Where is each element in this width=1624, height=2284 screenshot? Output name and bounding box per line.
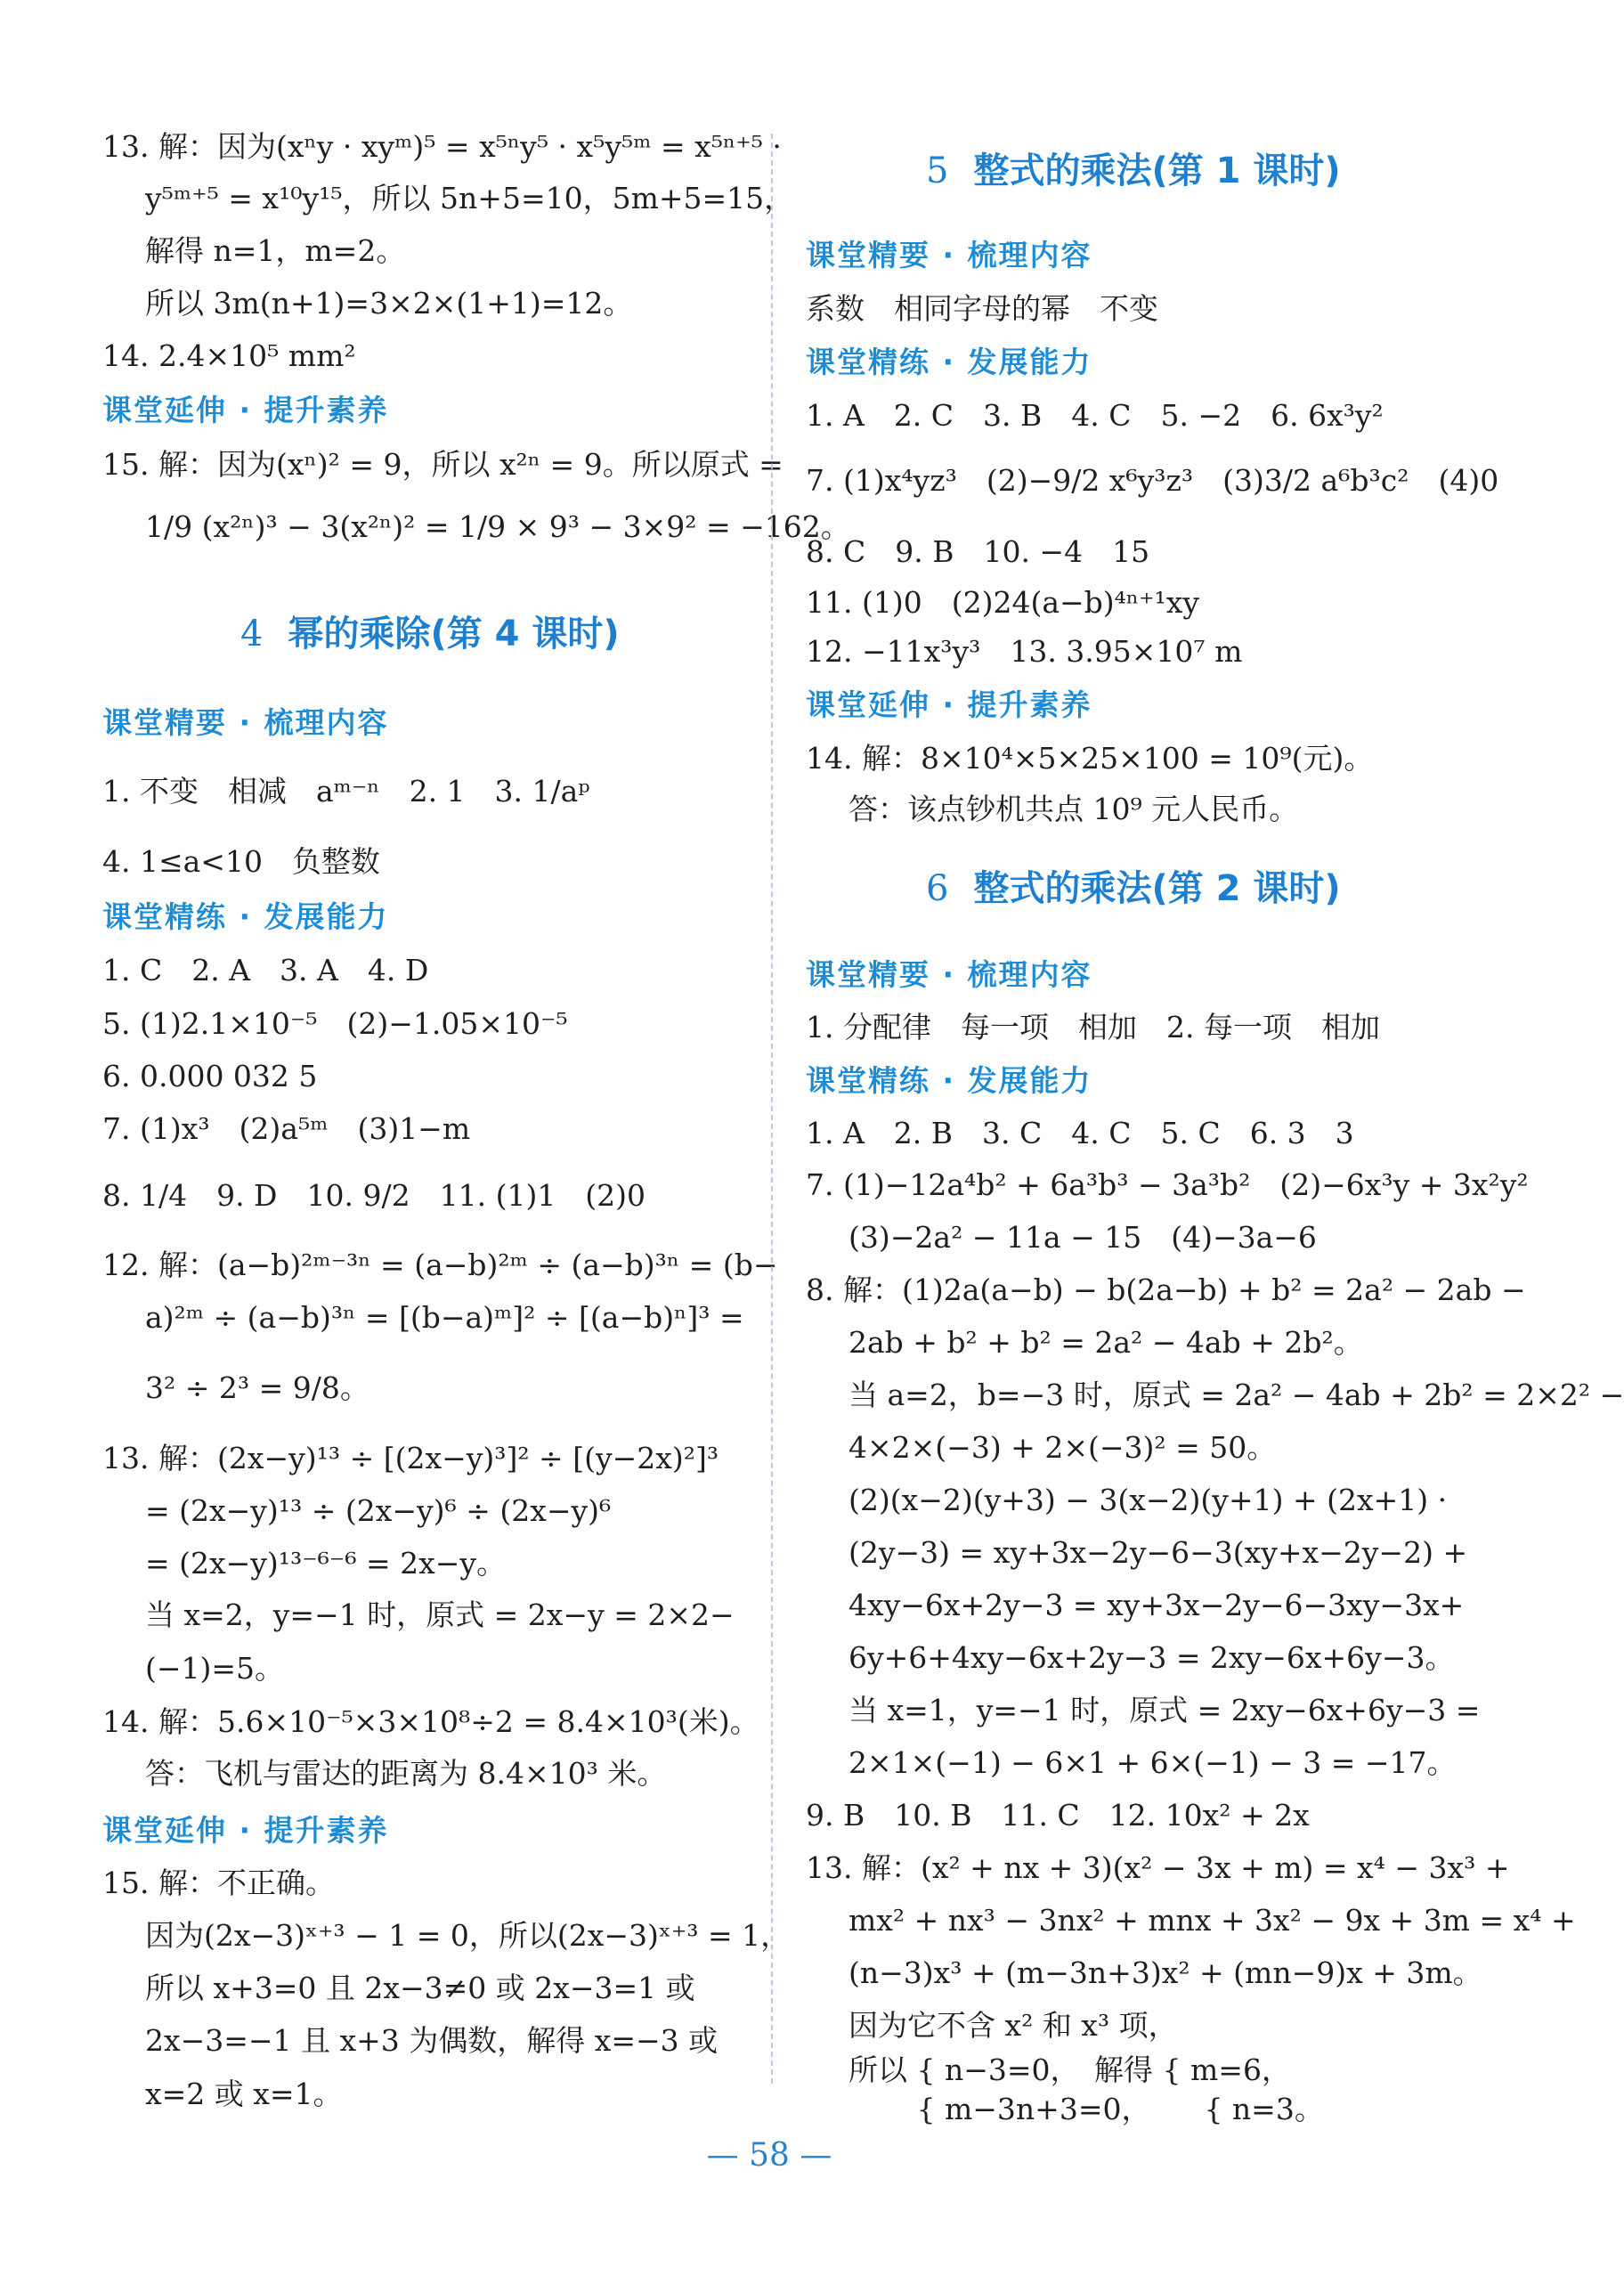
section-title-6: 6 整式的乘法(第 2 课时) <box>926 868 1341 909</box>
section-heading-review: 课堂精要 · 梳理内容 <box>806 957 1092 992</box>
text-line: 所以 3m(n+1)=3×2×(1+1)=12。 <box>145 286 633 321</box>
text-line: (−1)=5。 <box>145 1651 285 1686</box>
text-line: 答：该点钞机共点 10⁹ 元人民币。 <box>849 792 1299 826</box>
text-line: 1. 不变 相减 aᵐ⁻ⁿ 2. 1 3. 1/aᵖ <box>102 774 590 809</box>
text-line: 11. (1)0 (2)24(a−b)⁴ⁿ⁺¹xy <box>806 585 1200 620</box>
text-line: 1. A 2. C 3. B 4. C 5. −2 6. 6x³y² <box>806 398 1384 433</box>
text-line: 因为(2x−3)ˣ⁺³ − 1 = 0，所以(2x−3)ˣ⁺³ = 1， <box>145 1918 791 1953</box>
section-heading-practice: 课堂精练 · 发展能力 <box>102 899 389 934</box>
column-divider <box>771 134 773 2084</box>
text-line: { m−3n+3=0， { n=3。 <box>849 2092 1324 2126</box>
text-line: 14. 2.4×10⁵ mm² <box>102 338 356 373</box>
text-line: 8. 1/4 9. D 10. 9/2 11. (1)1 (2)0 <box>102 1178 646 1213</box>
text-line: 4×2×(−3) + 2×(−3)² = 50。 <box>849 1430 1277 1465</box>
text-line: 当 a=2，b=−3 时，原式 = 2a² − 4ab + 2b² = 2×2² − <box>849 1378 1624 1412</box>
text-line: 8. C 9. B 10. −4 15 <box>806 534 1150 569</box>
text-line: (3)−2a² − 11a − 15 (4)−3a−6 <box>849 1220 1317 1255</box>
text-line: 14. 解：8×10⁴×5×25×100 = 10⁹(元)。 <box>806 741 1374 776</box>
text-line: y⁵ᵐ⁺⁵ = x¹⁰y¹⁵，所以 5n+5=10，5m+5=15， <box>145 181 794 215</box>
text-line: 2x−3=−1 且 x+3 为偶数，解得 x=−3 或 <box>145 2023 719 2058</box>
section-heading-extend: 课堂延伸 · 提升素养 <box>102 1813 389 1848</box>
text-line: 1. 分配律 每一项 相加 2. 每一项 相加 <box>806 1010 1380 1044</box>
text-line: 1/9 (x²ⁿ)³ − 3(x²ⁿ)² = 1/9 × 9³ − 3×9² = −162。 <box>145 509 850 544</box>
text-line: 13. 解：(2x−y)¹³ ÷ [(2x−y)³]² ÷ [(y−2x)²]³ <box>102 1441 719 1475</box>
text-line: 答：飞机与雷达的距离为 8.4×10³ 米。 <box>145 1756 667 1791</box>
text-line: (2)(x−2)(y+3) − 3(x−2)(y+1) + (2x+1) · <box>849 1483 1448 1517</box>
text-line: a)²ᵐ ÷ (a−b)³ⁿ = [(b−a)ᵐ]² ÷ [(a−b)ⁿ]³ = <box>145 1300 744 1335</box>
text-line: 1. A 2. B 3. C 4. C 5. C 6. 3 3 <box>806 1116 1354 1150</box>
text-line: 2×1×(−1) − 6×1 + 6×(−1) − 3 = −17。 <box>849 1745 1457 1780</box>
text-line: (2y−3) = xy+3x−2y−6−3(xy+x−2y−2) + <box>849 1535 1468 1570</box>
text-line: 12. 解：(a−b)²ᵐ⁻³ⁿ = (a−b)²ᵐ ÷ (a−b)³ⁿ = (b− <box>102 1248 778 1282</box>
text-line: 4xy−6x+2y−3 = xy+3x−2y−6−3xy−3x+ <box>849 1588 1465 1622</box>
text-line: 当 x=1，y=−1 时，原式 = 2xy−6x+6y−3 = <box>849 1693 1481 1727</box>
text-line: 4. 1≤a<10 负整数 <box>102 844 380 879</box>
section-title-4: 4 幂的乘除(第 4 课时) <box>240 614 620 654</box>
text-line: = (2x−y)¹³⁻⁶⁻⁶ = 2x−y。 <box>145 1546 507 1581</box>
text-line: 当 x=2，y=−1 时，原式 = 2x−y = 2×2− <box>145 1597 735 1632</box>
text-line: 15. 解：因为(xⁿ)² = 9，所以 x²ⁿ = 9。所以原式 = <box>102 447 784 482</box>
text-line: 所以 x+3=0 且 2x−3≠0 或 2x−3=1 或 <box>145 1971 695 2005</box>
text-line: 解得 n=1，m=2。 <box>145 233 406 268</box>
section-heading-extend: 课堂延伸 · 提升素养 <box>806 687 1092 722</box>
text-line: 15. 解：不正确。 <box>102 1865 335 1900</box>
text-line: 8. 解：(1)2a(a−b) − b(2a−b) + b² = 2a² − 2ab − <box>806 1272 1526 1307</box>
section-title-5: 5 整式的乘法(第 1 课时) <box>926 150 1341 191</box>
text-line: 3² ÷ 2³ = 9/8。 <box>145 1370 369 1405</box>
text-line: 13. 解：因为(xⁿy · xyᵐ)⁵ = x⁵ⁿy⁵ · x⁵y⁵ᵐ = x⁵ⁿ⁺⁵ · <box>102 129 782 164</box>
section-heading-practice: 课堂精练 · 发展能力 <box>806 345 1092 379</box>
text-line: = (2x−y)¹³ ÷ (2x−y)⁶ ÷ (2x−y)⁶ <box>145 1493 612 1528</box>
text-line: 7. (1)−12a⁴b² + 6a³b³ − 3a³b² (2)−6x³y + 3x²y² <box>806 1167 1529 1202</box>
text-line: 14. 解：5.6×10⁻⁵×3×10⁸÷2 = 8.4×10³(米)。 <box>102 1704 759 1739</box>
text-line: 7. (1)x⁴yz³ (2)−9/2 x⁶y³z³ (3)3/2 a⁶b³c² (4)0 <box>806 463 1499 498</box>
text-line: 因为它不含 x² 和 x³ 项， <box>849 2008 1178 2043</box>
section-heading-practice: 课堂精练 · 发展能力 <box>806 1063 1092 1098</box>
text-line: 6y+6+4xy−6x+2y−3 = 2xy−6x+6y−3。 <box>849 1640 1455 1675</box>
section-heading-extend: 课堂延伸 · 提升素养 <box>102 393 389 427</box>
text-line: mx² + nx³ − 3nx² + mnx + 3x² − 9x + 3m = x⁴ + <box>849 1903 1576 1938</box>
text-line: 6. 0.000 032 5 <box>102 1059 318 1093</box>
text-line: 12. −11x³y³ 13. 3.95×10⁷ m <box>806 634 1243 669</box>
text-line: 9. B 10. B 11. C 12. 10x² + 2x <box>806 1798 1310 1833</box>
text-line: 系数 相同字母的幂 不变 <box>806 291 1158 326</box>
text-line: x=2 或 x=1。 <box>145 2077 343 2111</box>
section-heading-review: 课堂精要 · 梳理内容 <box>806 238 1092 272</box>
text-line: 7. (1)x³ (2)a⁵ᵐ (3)1−m <box>102 1111 471 1146</box>
section-heading-review: 课堂精要 · 梳理内容 <box>102 705 389 740</box>
text-line: 2ab + b² + b² = 2a² − 4ab + 2b²。 <box>849 1325 1363 1360</box>
text-line: 1. C 2. A 3. A 4. D <box>102 953 429 988</box>
text-line: 所以 { n−3=0， 解得 { m=6， <box>849 2052 1291 2087</box>
text-line: (n−3)x³ + (m−3n+3)x² + (mn−9)x + 3m。 <box>849 1955 1482 1990</box>
text-line: 13. 解：(x² + nx + 3)(x² − 3x + m) = x⁴ − 3x³ + <box>806 1850 1510 1885</box>
text-line: 5. (1)2.1×10⁻⁵ (2)−1.05×10⁻⁵ <box>102 1006 568 1041</box>
page-number: — 58 — <box>706 2137 832 2174</box>
